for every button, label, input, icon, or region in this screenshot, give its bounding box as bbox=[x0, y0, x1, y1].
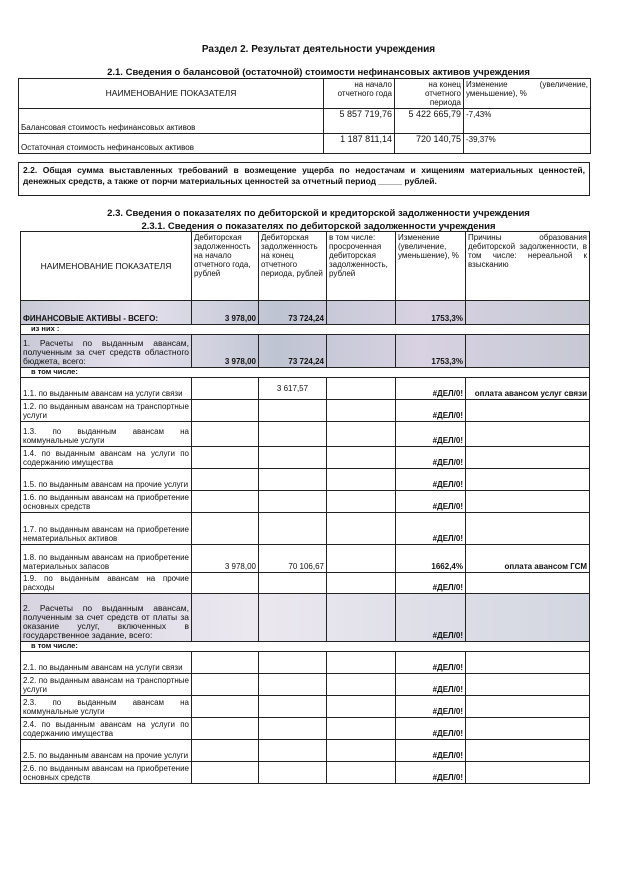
row-name: 1. Расчеты по выданным авансам, полученным за счет средств областного бюджета, всего: bbox=[21, 335, 192, 368]
row-overdue bbox=[327, 740, 396, 762]
s21-row-change: -7,43% bbox=[464, 109, 591, 134]
row-reason bbox=[466, 696, 590, 718]
table-row bbox=[21, 368, 590, 378]
row-overdue bbox=[327, 335, 396, 368]
row-start: 3 978,00 bbox=[192, 545, 259, 573]
row-overdue bbox=[327, 674, 396, 696]
s21-header-change: Изменение (увеличение, уменьшение), % bbox=[464, 79, 591, 109]
table-row bbox=[21, 740, 590, 762]
row-change: #ДЕЛ/0! bbox=[396, 652, 466, 674]
row-reason bbox=[466, 447, 590, 469]
row-end bbox=[259, 491, 327, 513]
row-reason bbox=[466, 740, 590, 762]
row-name: 2.2. по выданным авансам на транспортные услуги bbox=[21, 674, 192, 696]
row-name: 1.4. по выданным авансам на услуги по содержанию имущества bbox=[21, 447, 192, 469]
row-name: 2.5. по выданным авансам на прочие услуги bbox=[21, 740, 192, 762]
s21-row-end: 5 422 665,79 bbox=[395, 109, 464, 134]
row-name: 1.8. по выданным авансам на приобретение материальных запасов bbox=[21, 545, 192, 573]
row-overdue bbox=[327, 491, 396, 513]
row-start: 3 978,00 bbox=[192, 301, 259, 325]
row-change: 1753,3% bbox=[396, 335, 466, 368]
row-name: 1.5. по выданным авансам на прочие услуги bbox=[21, 469, 192, 491]
s23-header-name: НАИМЕНОВАНИЕ ПОКАЗАТЕЛЯ bbox=[21, 232, 192, 301]
row-start bbox=[192, 378, 259, 400]
row-change: #ДЕЛ/0! bbox=[396, 740, 466, 762]
row-overdue bbox=[327, 762, 396, 784]
row-name: 1.7. по выданным авансам на приобретение нематериальных активов bbox=[21, 513, 192, 545]
row-name: 2.1. по выданным авансам на услуги связи bbox=[21, 652, 192, 674]
row-start bbox=[192, 400, 259, 422]
row-change: #ДЕЛ/0! bbox=[396, 594, 466, 642]
row-overdue bbox=[327, 422, 396, 447]
row-reason bbox=[466, 491, 590, 513]
row-change: #ДЕЛ/0! bbox=[396, 378, 466, 400]
table-row bbox=[21, 422, 590, 447]
table-row bbox=[21, 573, 590, 594]
row-end bbox=[259, 594, 327, 642]
table-row bbox=[21, 696, 590, 718]
s23-header-reasons: Причины образования дебиторской задолженности, в том числе: нереальной к взысканию bbox=[466, 232, 590, 301]
table-row bbox=[21, 335, 590, 368]
table-row bbox=[21, 762, 590, 784]
row-start bbox=[192, 594, 259, 642]
s23-header-start: Дебиторская задолженность на начало отчетного года, рублей bbox=[192, 232, 259, 301]
row-name: 2.6. по выданным авансам на приобретение основных средств bbox=[21, 762, 192, 784]
table-row bbox=[21, 447, 590, 469]
row-name: 1.9. по выданным авансам на прочие расходы bbox=[21, 573, 192, 594]
row-reason bbox=[466, 573, 590, 594]
row-end bbox=[259, 513, 327, 545]
s21-header-start: на начало отчетного года bbox=[324, 79, 395, 109]
row-start bbox=[192, 573, 259, 594]
row-start bbox=[192, 652, 259, 674]
table-row bbox=[21, 378, 590, 400]
s23-header-end: Дебиторская задолженность на конец отчетного периода, рублей bbox=[259, 232, 327, 301]
table-row bbox=[21, 491, 590, 513]
row-reason bbox=[466, 674, 590, 696]
row-change: #ДЕЛ/0! bbox=[396, 422, 466, 447]
row-overdue bbox=[327, 545, 396, 573]
row-name: 2.3. по выданным авансам на коммунальные услуги bbox=[21, 696, 192, 718]
row-name: 1.6. по выданным авансам на приобретение основных средств bbox=[21, 491, 192, 513]
row-name: 1.2. по выданным авансам на транспортные услуги bbox=[21, 400, 192, 422]
row-start bbox=[192, 513, 259, 545]
row-overdue bbox=[327, 696, 396, 718]
s21-header-end: на конец отчетного периода bbox=[395, 79, 464, 109]
row-reason bbox=[466, 400, 590, 422]
row-start bbox=[192, 674, 259, 696]
s21-row-start: 5 857 719,76 bbox=[324, 109, 395, 134]
s21-row-end: 720 140,75 bbox=[395, 134, 464, 154]
row-overdue bbox=[327, 718, 396, 740]
row-end bbox=[259, 573, 327, 594]
row-reason bbox=[466, 652, 590, 674]
s21-row-change: -39,37% bbox=[464, 134, 591, 154]
row-change: 1662,4% bbox=[396, 545, 466, 573]
row-name: 1.3. по выданным авансам на коммунальные услуги bbox=[21, 422, 192, 447]
row-end bbox=[259, 400, 327, 422]
row-change: #ДЕЛ/0! bbox=[396, 674, 466, 696]
table-row bbox=[21, 469, 590, 491]
row-reason bbox=[466, 469, 590, 491]
row-name: 2. Расчеты по выданным авансам, полученным за счет средств от платы за оказание услуг, включенных в государственное задание, всего: bbox=[21, 594, 192, 642]
row-name: ФИНАНСОВЫЕ АКТИВЫ - ВСЕГО: bbox=[21, 301, 192, 325]
table-row bbox=[21, 545, 590, 573]
row-end: 70 106,67 bbox=[259, 545, 327, 573]
s23-title: 2.3. Сведения о показателях по дебиторской и кредиторской задолженности учреждения bbox=[107, 208, 530, 219]
row-name: 1.1. по выданным авансам на услуги связи bbox=[21, 378, 192, 400]
row-name: из них : bbox=[21, 325, 590, 335]
table-row bbox=[21, 642, 590, 652]
row-end: 73 724,24 bbox=[259, 301, 327, 325]
row-reason bbox=[466, 513, 590, 545]
row-overdue bbox=[327, 447, 396, 469]
row-start bbox=[192, 469, 259, 491]
row-change: #ДЕЛ/0! bbox=[396, 696, 466, 718]
row-start bbox=[192, 696, 259, 718]
table-row bbox=[21, 513, 590, 545]
row-change: #ДЕЛ/0! bbox=[396, 469, 466, 491]
row-name: в том числе: bbox=[21, 642, 590, 652]
row-change: #ДЕЛ/0! bbox=[396, 447, 466, 469]
row-reason: оплата авансом ГСМ bbox=[466, 545, 590, 573]
row-reason bbox=[466, 762, 590, 784]
row-start bbox=[192, 447, 259, 469]
row-start bbox=[192, 491, 259, 513]
table-row bbox=[21, 594, 590, 642]
s23-table-body bbox=[21, 301, 590, 784]
row-end bbox=[259, 469, 327, 491]
table-row bbox=[21, 301, 590, 325]
table-row bbox=[21, 674, 590, 696]
row-end: 3 617,57 bbox=[259, 378, 327, 400]
row-end bbox=[259, 447, 327, 469]
s21-header-name: НАИМЕНОВАНИЕ ПОКАЗАТЕЛЯ bbox=[19, 79, 324, 109]
row-end bbox=[259, 696, 327, 718]
row-reason bbox=[466, 335, 590, 368]
row-change: #ДЕЛ/0! bbox=[396, 491, 466, 513]
row-name: в том числе: bbox=[21, 368, 590, 378]
row-change: #ДЕЛ/0! bbox=[396, 718, 466, 740]
s23-header-overdue: в том числе: просроченная дебиторская задолженность, рублей bbox=[327, 232, 396, 301]
s21-row-name: Балансовая стоимость нефинансовых активов bbox=[19, 109, 324, 134]
row-end: 73 724,24 bbox=[259, 335, 327, 368]
row-change: #ДЕЛ/0! bbox=[396, 762, 466, 784]
row-end bbox=[259, 762, 327, 784]
row-overdue bbox=[327, 378, 396, 400]
s21-row-name: Остаточная стоимость нефинансовых активов bbox=[19, 134, 324, 154]
row-change: 1753,3% bbox=[396, 301, 466, 325]
row-end bbox=[259, 422, 327, 447]
row-end bbox=[259, 740, 327, 762]
row-start bbox=[192, 718, 259, 740]
row-reason bbox=[466, 301, 590, 325]
row-end bbox=[259, 718, 327, 740]
row-start bbox=[192, 422, 259, 447]
row-overdue bbox=[327, 301, 396, 325]
row-overdue bbox=[327, 573, 396, 594]
table-row bbox=[21, 718, 590, 740]
s23-subtitle: 2.3.1. Сведения о показателях по дебиторской задолженности учреждения bbox=[141, 221, 496, 232]
s22-text: 2.2. Общая сумма выставленных требований в возмещение ущерба по недостачам и хищениям материальных ценностей, денежных средств, а также от порчи материальных ценностей за отчетный период _____ рублей. bbox=[18, 162, 590, 196]
s21-title: 2.1. Сведения о балансовой (остаточной) стоимости нефинансовых активов учреждения bbox=[107, 67, 530, 78]
row-change: #ДЕЛ/0! bbox=[396, 513, 466, 545]
table-row bbox=[21, 325, 590, 335]
row-change: #ДЕЛ/0! bbox=[396, 573, 466, 594]
table-row bbox=[21, 652, 590, 674]
row-start bbox=[192, 762, 259, 784]
section-title: Раздел 2. Результат деятельности учреждения bbox=[201, 44, 436, 55]
row-reason bbox=[466, 718, 590, 740]
s23-header-change: Изменение (увеличение, уменьшение), % bbox=[396, 232, 466, 301]
row-end bbox=[259, 652, 327, 674]
row-name: 2.4. по выданным авансам на услуги по содержанию имущества bbox=[21, 718, 192, 740]
row-reason: оплата авансом услуг связи bbox=[466, 378, 590, 400]
table-row bbox=[21, 400, 590, 422]
s23-table bbox=[20, 231, 590, 784]
row-start: 3 978,00 bbox=[192, 335, 259, 368]
row-reason bbox=[466, 422, 590, 447]
row-start bbox=[192, 740, 259, 762]
row-overdue bbox=[327, 400, 396, 422]
row-change: #ДЕЛ/0! bbox=[396, 400, 466, 422]
row-overdue bbox=[327, 652, 396, 674]
s21-row-start: 1 187 811,14 bbox=[324, 134, 395, 154]
row-end bbox=[259, 674, 327, 696]
row-reason bbox=[466, 594, 590, 642]
row-overdue bbox=[327, 513, 396, 545]
row-overdue bbox=[327, 469, 396, 491]
s21-table bbox=[18, 78, 591, 154]
row-overdue bbox=[327, 594, 396, 642]
